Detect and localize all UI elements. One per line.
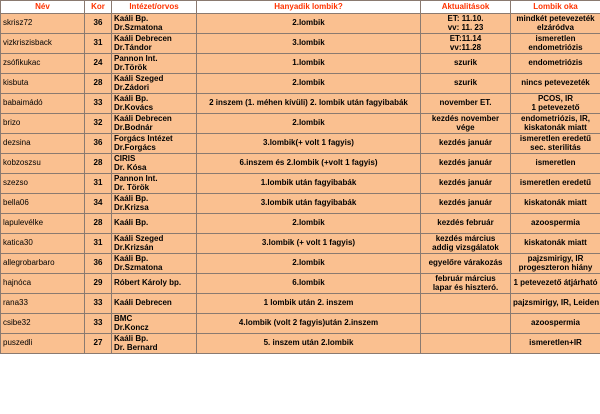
cell-kor: 31 <box>85 234 112 254</box>
cell-nev: skrisz72 <box>1 14 85 34</box>
cell-aktualitasok-line: vv:11.28 <box>449 42 482 52</box>
table-row <box>1 174 600 194</box>
cell-kor: 33 <box>85 294 112 314</box>
cell-lombik-oka-line: ismeretlen <box>535 158 576 168</box>
cell-lombik-oka <box>511 334 600 354</box>
cell-hanyadik-line: 1 lombik után 2. inszem <box>263 298 354 308</box>
cell-kor: 33 <box>85 94 112 114</box>
cell-aktualitasok <box>421 314 511 334</box>
cell-nev: lapulevélke <box>1 214 85 234</box>
cell-hanyadik <box>197 34 421 54</box>
cell-lombik-oka <box>511 114 600 134</box>
cell-aktualitasok <box>421 274 511 294</box>
table-row <box>1 54 600 74</box>
cell-lombik-oka <box>511 154 600 174</box>
cell-aktualitasok <box>421 214 511 234</box>
cell-lombik-oka <box>511 174 600 194</box>
cell-aktualitasok <box>421 294 511 314</box>
cell-hanyadik <box>197 314 421 334</box>
cell-aktualitasok-line: egyelőre várakozás <box>428 258 503 268</box>
cell-intezet-line: Kaáli Bp. <box>114 218 149 228</box>
cell-lombik-oka-line: endometriózis <box>528 58 583 68</box>
cell-aktualitasok-line: február március <box>435 274 496 284</box>
cell-kor: 29 <box>85 274 112 294</box>
cell-lombik-oka-line: 1 petevezető átjárható <box>513 278 598 288</box>
table-row <box>1 154 600 174</box>
cell-intezet <box>112 174 197 194</box>
cell-intezet-line: Dr.Koncz <box>114 322 149 332</box>
cell-aktualitasok-line: lapar és hiszteró. <box>432 282 499 292</box>
cell-intezet-line: Kaáli Debrecen <box>114 298 172 308</box>
cell-lombik-oka-line: ismeretlen eredetű <box>519 134 592 144</box>
cell-intezet-line: Dr. Kósa <box>114 162 147 172</box>
cell-aktualitasok-line: kezdés január <box>439 138 492 148</box>
cell-aktualitasok-line: vv: 11. 23 <box>447 22 484 32</box>
cell-lombik-oka-line: endometriózis <box>528 42 583 52</box>
cell-kor: 27 <box>85 334 112 354</box>
cell-lombik-oka <box>511 294 600 314</box>
cell-aktualitasok <box>421 94 511 114</box>
cell-aktualitasok-line: kezdés január <box>439 198 492 208</box>
cell-intezet-line: Kaáli Bp. <box>114 254 149 264</box>
cell-aktualitasok <box>421 114 511 134</box>
table-row <box>1 234 600 254</box>
header-lombik-oka: Lombik oka <box>511 1 600 14</box>
cell-kor: 36 <box>85 134 112 154</box>
cell-hanyadik <box>197 234 421 254</box>
cell-hanyadik-line: 2 inszem (1. méhen kívüli) 2. lombik után fagyibabák <box>209 98 408 108</box>
cell-nev: allegrobarbaro <box>1 254 85 274</box>
cell-intezet-line: Kaáli Bp. <box>114 194 149 204</box>
header-intezet: Intézet/orvos <box>112 1 197 14</box>
cell-intezet-line: Forgács Intézet <box>114 134 173 144</box>
cell-lombik-oka <box>511 74 600 94</box>
cell-intezet-line: BMC <box>114 314 133 324</box>
cell-intezet-line: Dr.Szmatona <box>114 262 163 272</box>
cell-lombik-oka <box>511 94 600 114</box>
cell-lombik-oka <box>511 274 600 294</box>
cell-lombik-oka <box>511 314 600 334</box>
cell-intezet <box>112 254 197 274</box>
cell-nev: katica30 <box>1 234 85 254</box>
table-row <box>1 14 600 34</box>
cell-nev: bella06 <box>1 194 85 214</box>
cell-intezet-line: Dr.Tándor <box>114 42 152 52</box>
cell-intezet-line: Kaáli Szeged <box>114 74 164 84</box>
cell-kor: 32 <box>85 114 112 134</box>
cell-aktualitasok <box>421 14 511 34</box>
cell-hanyadik <box>197 174 421 194</box>
cell-hanyadik <box>197 254 421 274</box>
cell-hanyadik-line: 1.lombik <box>292 58 325 68</box>
cell-lombik-oka-line: ismeretlen eredetű <box>519 178 592 188</box>
cell-intezet-line: Róbert Károly bp. <box>114 278 182 288</box>
cell-aktualitasok-line: kezdés január <box>439 158 492 168</box>
cell-intezet-line: Dr.Zádori <box>114 82 150 92</box>
cell-aktualitasok-line: kezdés november <box>431 114 500 124</box>
cell-hanyadik-line: 6.lombik <box>292 278 325 288</box>
cell-aktualitasok-line: ET: 11.10. <box>447 14 484 24</box>
cell-intezet-line: Kaáli Bp. <box>114 94 149 104</box>
cell-aktualitasok-line: kezdés január <box>439 178 492 188</box>
cell-lombik-oka-line: nincs petevezeték <box>521 78 590 88</box>
cell-lombik-oka-line: PCOS, IR <box>537 94 574 104</box>
cell-nev: zsófikukac <box>1 54 85 74</box>
cell-aktualitasok-line: szurik <box>453 58 478 68</box>
table-row <box>1 294 600 314</box>
cell-kor: 34 <box>85 194 112 214</box>
cell-intezet-line: Pannon Int. <box>114 174 158 184</box>
cell-kor: 31 <box>85 34 112 54</box>
cell-lombik-oka-line: ismeretlen+IR <box>529 338 582 348</box>
cell-hanyadik-line: 2.lombik <box>292 258 325 268</box>
cell-intezet-line: Dr.Krizsa <box>114 202 149 212</box>
cell-lombik-oka <box>511 134 600 154</box>
cell-nev: babaimádó <box>1 94 85 114</box>
cell-lombik-oka <box>511 34 600 54</box>
table-row <box>1 314 600 334</box>
cell-hanyadik <box>197 14 421 34</box>
cell-intezet-line: Dr.Szmatona <box>114 22 163 32</box>
cell-hanyadik <box>197 94 421 114</box>
cell-lombik-oka <box>511 234 600 254</box>
cell-intezet-line: Dr.Kovács <box>114 102 154 112</box>
cell-intezet-line: Kaáli Bp. <box>114 334 149 344</box>
cell-hanyadik-line: 1.lombik után fagyibabák <box>260 178 357 188</box>
cell-aktualitasok-line: kezdés február <box>437 218 494 228</box>
cell-lombik-oka <box>511 194 600 214</box>
cell-lombik-oka <box>511 14 600 34</box>
cell-lombik-oka <box>511 214 600 234</box>
cell-hanyadik <box>197 274 421 294</box>
cell-lombik-oka-line: endometriózis, IR, <box>521 114 590 124</box>
cell-lombik-oka <box>511 54 600 74</box>
cell-intezet <box>112 14 197 34</box>
cell-lombik-oka-line: pajzsmirigy, IR, Leiden <box>513 298 600 308</box>
cell-hanyadik-line: 2.lombik <box>292 218 325 228</box>
cell-lombik-oka-line: kiskatonák miatt <box>524 238 587 248</box>
cell-aktualitasok <box>421 34 511 54</box>
cell-aktualitasok <box>421 74 511 94</box>
cell-intezet <box>112 194 197 214</box>
cell-intezet <box>112 154 197 174</box>
cell-intezet-line: Dr.Forgács <box>114 142 156 152</box>
cell-hanyadik-line: 5. inszem után 2.lombik <box>263 338 354 348</box>
cell-nev: brizo <box>1 114 85 134</box>
table-row <box>1 214 600 234</box>
cell-intezet-line: Kaáli Szeged <box>114 234 164 244</box>
cell-nev: kobzoszsu <box>1 154 85 174</box>
cell-aktualitasok <box>421 234 511 254</box>
cell-intezet-line: Kaáli Debrecen <box>114 114 172 124</box>
cell-lombik-oka-line: azoospermia <box>531 318 580 328</box>
cell-intezet-line: Kaáli Debrecen <box>114 34 172 44</box>
header-hanyadik: Hanyadik lombik? <box>197 1 421 14</box>
cell-lombik-oka-line: mindkét petevezeték <box>516 14 595 24</box>
table-row <box>1 34 600 54</box>
cell-hanyadik-line: 2.lombik <box>292 78 325 88</box>
cell-aktualitasok-line: kezdés március <box>435 234 496 244</box>
cell-intezet <box>112 294 197 314</box>
cell-intezet <box>112 74 197 94</box>
cell-hanyadik <box>197 334 421 354</box>
cell-hanyadik-line: 2.lombik <box>292 18 325 28</box>
cell-intezet <box>112 214 197 234</box>
cell-lombik-oka-line: kiskatonák miatt <box>524 198 587 208</box>
cell-hanyadik-line: 3.lombik után fagyibabák <box>260 198 357 208</box>
cell-hanyadik <box>197 134 421 154</box>
cell-intezet <box>112 34 197 54</box>
cell-nev: vizkriszisback <box>1 34 85 54</box>
cell-intezet-line: Kaáli Bp. <box>114 14 149 24</box>
cell-nev: dezsina <box>1 134 85 154</box>
cell-intezet-line: Dr.Bodnár <box>114 122 153 132</box>
cell-kor: 31 <box>85 174 112 194</box>
table-row <box>1 274 600 294</box>
cell-kor: 24 <box>85 54 112 74</box>
cell-hanyadik <box>197 154 421 174</box>
cell-intezet <box>112 234 197 254</box>
cell-intezet <box>112 54 197 74</box>
cell-aktualitasok <box>421 174 511 194</box>
cell-intezet-line: Dr.Török <box>114 62 147 72</box>
cell-lombik-oka-line: elzáródva <box>537 22 574 32</box>
cell-hanyadik-line: 3.lombik(+ volt 1 fagyis) <box>263 138 354 148</box>
cell-lombik-oka-line: pajzsmirigy, IR <box>527 254 584 264</box>
cell-kor: 33 <box>85 314 112 334</box>
cell-intezet-line: Dr. Török <box>114 182 150 192</box>
cell-lombik-oka-line: ismeretlen <box>535 34 576 44</box>
cell-intezet <box>112 274 197 294</box>
cell-hanyadik <box>197 294 421 314</box>
cell-intezet <box>112 94 197 114</box>
cell-kor: 28 <box>85 74 112 94</box>
header-row <box>1 1 600 14</box>
cell-lombik-oka-line: kiskatonák miatt <box>524 122 587 132</box>
cell-aktualitasok <box>421 194 511 214</box>
cell-lombik-oka-line: progeszteron hiány <box>518 262 593 272</box>
cell-intezet <box>112 114 197 134</box>
cell-hanyadik-line: 3.lombik (+ volt 1 fagyis) <box>261 238 356 248</box>
cell-intezet-line: CIRIS <box>114 154 136 164</box>
cell-aktualitasok-line: vége <box>456 122 475 132</box>
cell-nev: puszedli <box>1 334 85 354</box>
cell-nev: kisbuta <box>1 74 85 94</box>
cell-intezet-line: Dr.Krizsán <box>114 242 154 252</box>
header-aktualitasok: Aktualitások <box>421 1 511 14</box>
cell-aktualitasok-line: szurik <box>453 78 478 88</box>
table-row <box>1 94 600 114</box>
cell-hanyadik-line: 2.lombik <box>292 118 325 128</box>
cell-hanyadik <box>197 194 421 214</box>
cell-kor: 36 <box>85 14 112 34</box>
cell-aktualitasok <box>421 254 511 274</box>
cell-aktualitasok <box>421 134 511 154</box>
cell-hanyadik <box>197 114 421 134</box>
cell-lombik-oka-line: 1 petevezető <box>531 102 580 112</box>
cell-hanyadik <box>197 74 421 94</box>
cell-hanyadik <box>197 54 421 74</box>
cell-aktualitasok <box>421 154 511 174</box>
cell-aktualitasok <box>421 54 511 74</box>
cell-intezet <box>112 334 197 354</box>
cell-aktualitasok-line: addig vizsgálatok <box>432 242 499 252</box>
table-body <box>1 14 600 354</box>
cell-intezet-line: Pannon Int. <box>114 54 158 64</box>
cell-lombik-oka-line: sec. sterilitás <box>530 142 581 152</box>
cell-kor: 36 <box>85 254 112 274</box>
table-row <box>1 254 600 274</box>
cell-nev: hajnóca <box>1 274 85 294</box>
table-row <box>1 194 600 214</box>
header-kor: Kor <box>85 1 112 14</box>
table-row <box>1 334 600 354</box>
cell-hanyadik-line: 6.inszem és 2.lombik (+volt 1 fagyis) <box>239 158 378 168</box>
table-row <box>1 134 600 154</box>
cell-lombik-oka-line: azoospermia <box>531 218 580 228</box>
cell-aktualitasok-line: ET:11.14 <box>449 34 482 44</box>
cell-nev: szezso <box>1 174 85 194</box>
cell-aktualitasok <box>421 334 511 354</box>
cell-intezet-line: Dr. Bernard <box>114 342 158 352</box>
cell-intezet <box>112 314 197 334</box>
cell-nev: rana33 <box>1 294 85 314</box>
cell-nev: csibe32 <box>1 314 85 334</box>
cell-hanyadik <box>197 214 421 234</box>
header-nev: Név <box>1 1 85 14</box>
cell-hanyadik-line: 4.lombik (volt 2 fagyis)után 2.inszem <box>238 318 379 328</box>
cell-intezet <box>112 134 197 154</box>
cell-lombik-oka <box>511 254 600 274</box>
cell-aktualitasok-line: november ET. <box>439 98 492 108</box>
table-row <box>1 74 600 94</box>
cell-kor: 28 <box>85 214 112 234</box>
cell-hanyadik-line: 3.lombik <box>292 38 325 48</box>
table-row <box>1 114 600 134</box>
cell-kor: 28 <box>85 154 112 174</box>
